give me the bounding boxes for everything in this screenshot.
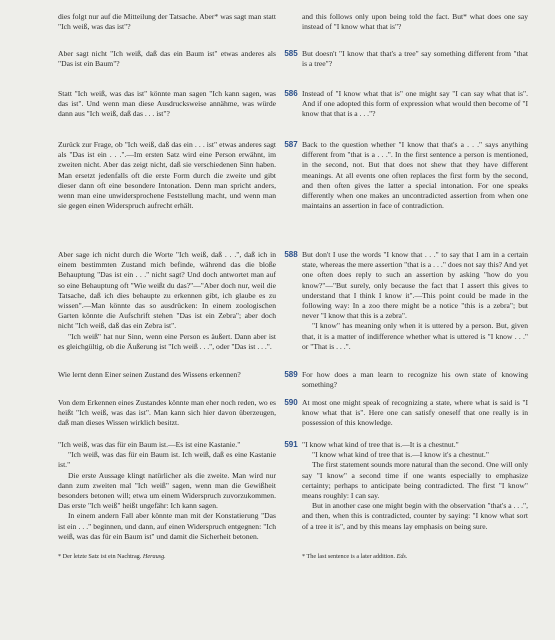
english-text: [302, 370, 528, 390]
footnote-editor: Herausg.: [142, 553, 166, 560]
german-text: [58, 398, 276, 429]
footnote-text: * Der letzte Satz ist ein Nachtrag.: [58, 553, 142, 560]
english-paragraph: and this follows only upon being told the fact. But* what does one say instead of "I know what that is"?: [302, 12, 528, 32]
german-paragraph: Von dem Erkennen eines Zustandes könnte man eher noch reden, wo es heißt "Ich weiß, was das ist". Man kann sich hier davon überzeugen, daß man dieses Wissen wirklich besitzt.: [58, 398, 276, 428]
english-paragraph: Back to the question whether "I know that that's a . . ." says anything different from "that is a . . .". In the first sentence a person is mentioned, in the second, not. But that does not shew that they have different meanings. At all events one often replaces the first form by the second, and then often gives the latter a special intonation. For one speaks differently when one makes an uncontradicted assertion from when one maintains an assertion in face of contradiction.: [302, 140, 528, 211]
section-number: 591: [284, 440, 298, 449]
german-footnote: [58, 553, 276, 561]
german-paragraph: "Ich weiß, was das für ein Baum ist.—Es ist eine Kastanie.": [58, 440, 241, 449]
english-paragraph: But doesn't "I know that that's a tree" say something different from "that is a tree"?: [302, 49, 528, 69]
english-footnote: [302, 553, 528, 561]
english-paragraph: "I know what kind of tree that is.—It is a chestnut.": [302, 440, 459, 449]
german-text: [58, 440, 276, 542]
book-page: [58, 12, 528, 632]
english-paragraph: At most one might speak of recognizing a state, where what is said is "I know what that is". Here one can satisfy oneself that one really is in possession of this knowledge.: [302, 398, 528, 428]
german-text: [58, 12, 276, 32]
english-paragraph: But don't I use the words "I know that . . ." to say that I am in a certain state, whereas the mere assertion "that is a . . ." does not say this? And yet one often does reply to such an assertion by asking "how do you know?"—"But surely, only because the fact that I assert this gives to understand that I think I know it".—This point could be made in the following way: In a zoo there might be a notice "this is a zebra"; but never "I know that this is a zebra".: [302, 250, 528, 321]
english-text: [302, 89, 528, 120]
german-paragraph: Statt "Ich weiß, was das ist" könnte man sagen "Ich kann sagen, was das ist". Und wenn man diese Ausdrucksweise annähme, was würde dann aus "Ich weiß, daß das . . . ist"?: [58, 89, 276, 119]
footnote-editor: Eds.: [396, 553, 408, 560]
english-text: [302, 398, 528, 429]
german-text: [58, 250, 276, 352]
german-paragraph: "Ich weiß" hat nur Sinn, wenn eine Person es äußert. Dann aber ist es gleichgültig, ob die Äußerung ist "Ich weiß . . .", oder "Das ist . . .".: [58, 331, 276, 351]
english-paragraph: "I know" has meaning only when it is uttered by a person. But, given that, it is a matter of indifference whether what is uttered is "I know . . ." or "That is . . .".: [302, 321, 528, 351]
english-text: [302, 12, 528, 32]
footnote-text: * The last sentence is a later addition.: [302, 553, 396, 560]
english-paragraph: "I know what kind of tree that is.—I know it's a chestnut.": [312, 450, 489, 460]
german-paragraph: "Ich weiß, was das für ein Baum ist. Ich weiß, daß es eine Kastanie ist.": [58, 450, 276, 470]
section-number: 589: [284, 370, 298, 379]
section-number: 586: [284, 89, 298, 98]
german-text: [58, 49, 276, 69]
german-text: [58, 370, 276, 380]
german-paragraph: dies folgt nur auf die Mitteilung der Tatsache. Aber* was sagt man statt "Ich weiß, was das ist"?: [58, 12, 276, 32]
english-text: [302, 49, 528, 69]
section-number: 585: [284, 49, 298, 58]
german-paragraph: Wie lernt denn Einer seinen Zustand des Wissens erkennen?: [58, 370, 241, 379]
english-paragraph: But in another case one might begin with the observation "that's a . . .", and then, when this is contradicted, counter by saying: "I know what sort of a tree it is", and by this means lay emphasis on being sure.: [302, 501, 528, 531]
section-number: 587: [284, 140, 298, 149]
english-paragraph: The first statement sounds more natural than the second. One will only say "I know" a second time if one wants especially to emphasize certainty; perhaps to anticipate being contradicted. The first "I know" means roughly: I can say.: [302, 460, 528, 501]
english-paragraph: For how does a man learn to recognize his own state of knowing something?: [302, 370, 528, 390]
german-paragraph: Aber sage ich nicht durch die Worte "Ich weiß, daß . . .", daß ich in einem bestimmten Zustand mich befinde, während das die bloße Behauptung "Das ist ein . . ." nicht sagt? Und doch antwortet man auf so eine Behauptung oft "Wie weißt du das?"—"Aber doch nur, weil die Tatsache, daß ich dies behaupte zu erkennen gibt, ich glaube es zu wissen".—Man könnte das so ausdrücken: In einem zoologischen Garten könnte die Aufschrift stehen "Das ist ein Zebra"; aber doch nicht "Ich weiß, daß das ein Zebra ist".: [58, 250, 276, 331]
english-text: [302, 140, 528, 211]
german-paragraph: Zurück zur Frage, ob "Ich weiß, daß das ein . . . ist" etwas anderes sagt als "Das ist ein . . .".—Im ersten Satz wird eine Person erwähnt, im zweiten nicht. Aber das zeigt nicht, daß sie verschiedenen Sinn haben. Man ersetzt jedenfalls oft die erste Form durch die zweite und gibt dieser dann oft eine besondere Intonation. Denn man spricht anders, wenn man eine unwidersprochene Feststellung macht, und wenn man sie gegen einen Widerspruch aufrecht erhält.: [58, 140, 276, 211]
section-number: 588: [284, 250, 298, 259]
english-text: [302, 440, 528, 532]
german-text: [58, 140, 276, 211]
german-paragraph: Aber sagt nicht "Ich weiß, daß das ein Baum ist" etwas anderes als "Das ist ein Baum"?: [58, 49, 276, 69]
english-paragraph: Instead of "I know what that is" one might say "I can say what that is". And if one adopted this form of expression what would then become of "I know that that is a . . ."?: [302, 89, 528, 119]
german-paragraph: Die erste Aussage klingt natürlicher als die zweite. Man wird nur dann zum zweiten mal "Ich weiß" sagen, wenn man die Gewißheit besonders betonen will; etwa um einem Widerspruch zuvorzukommen. Das erste "Ich weiß" heißt ungefähr: Ich kann sagen.: [58, 470, 276, 511]
section-number: 590: [284, 398, 298, 407]
german-text: [58, 89, 276, 120]
english-text: [302, 250, 528, 352]
german-paragraph: In einem andern Fall aber könnte man mit der Konstatierung "Das ist ein . . ." beginnen, und dann, auf einen Widerspruch entgegnen: "Ich weiß, was das für ein Baum ist" und damit die Sicherheit betonen.: [58, 511, 276, 541]
